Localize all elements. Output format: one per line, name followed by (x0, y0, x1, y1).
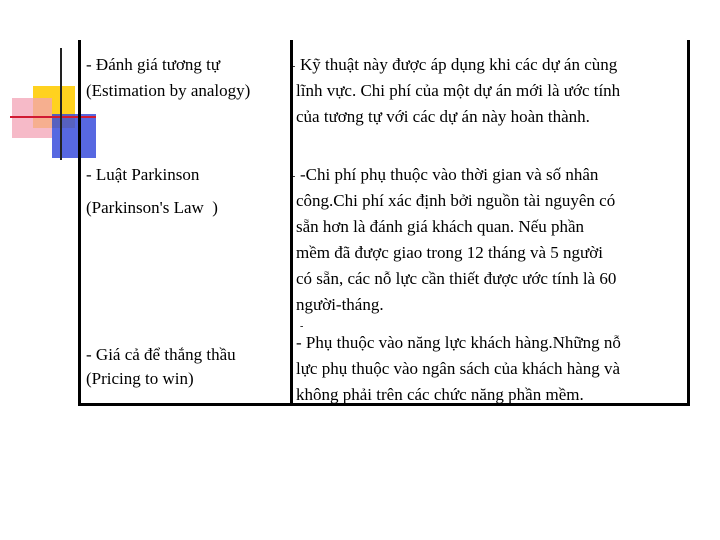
row2-method-english: (Parkinson's Law ) (86, 198, 218, 217)
row2-desc-line4: mềm đã được giao trong 12 tháng và 5 người (296, 243, 603, 262)
row1-desc-line1: Kỹ thuật này được áp dụng khi các dự án cùng (300, 55, 618, 74)
row2-desc-line6: người-tháng. (296, 295, 384, 314)
row1-desc-line3: của tương tự với các dự án này hoàn thành. (296, 107, 590, 126)
row2-desc-line1: -Chi phí phụ thuộc vào thời gian và số nhân (300, 165, 599, 184)
row2-bullet: - (292, 171, 296, 182)
row3-method-english: (Pricing to win) (86, 369, 194, 388)
row2-desc-line5: có sẵn, các nỗ lực cần thiết được ước tính là 60 (296, 269, 617, 288)
row1-method-name: - Đánh giá tương tự (86, 55, 221, 74)
decor-black-line (60, 48, 62, 160)
row3-desc-line2: lực phụ thuộc vào ngân sách của khách hàng và (296, 359, 621, 378)
row2-method-name: - Luật Parkinson (86, 165, 200, 184)
row1-desc-line2: lĩnh vực. Chi phí của một dự án mới là ước tính (296, 81, 621, 100)
row1-bullet: - (292, 61, 296, 72)
comparison-table (78, 40, 690, 406)
row3-desc-line3: không phải trên các chức năng phần mềm. (296, 385, 584, 404)
table-border-right (687, 40, 690, 406)
row1-method-english: (Estimation by analogy) (86, 81, 251, 100)
row3-desc-line1: - Phụ thuộc vào năng lực khách hàng.Những nỗ (296, 333, 621, 352)
row3-bullet: - (300, 321, 304, 332)
row3-method-name: - Giá cả để thắng thầu (86, 345, 236, 364)
table-border-left (78, 40, 81, 406)
row2-desc-line2: công.Chi phí xác định bởi nguồn tài nguyên có (296, 191, 616, 210)
table-border-middle (290, 40, 296, 406)
row2-desc-line3: sẵn hơn là đánh giá khách quan. Nếu phần (296, 217, 584, 236)
decor-pink-square (12, 98, 52, 138)
